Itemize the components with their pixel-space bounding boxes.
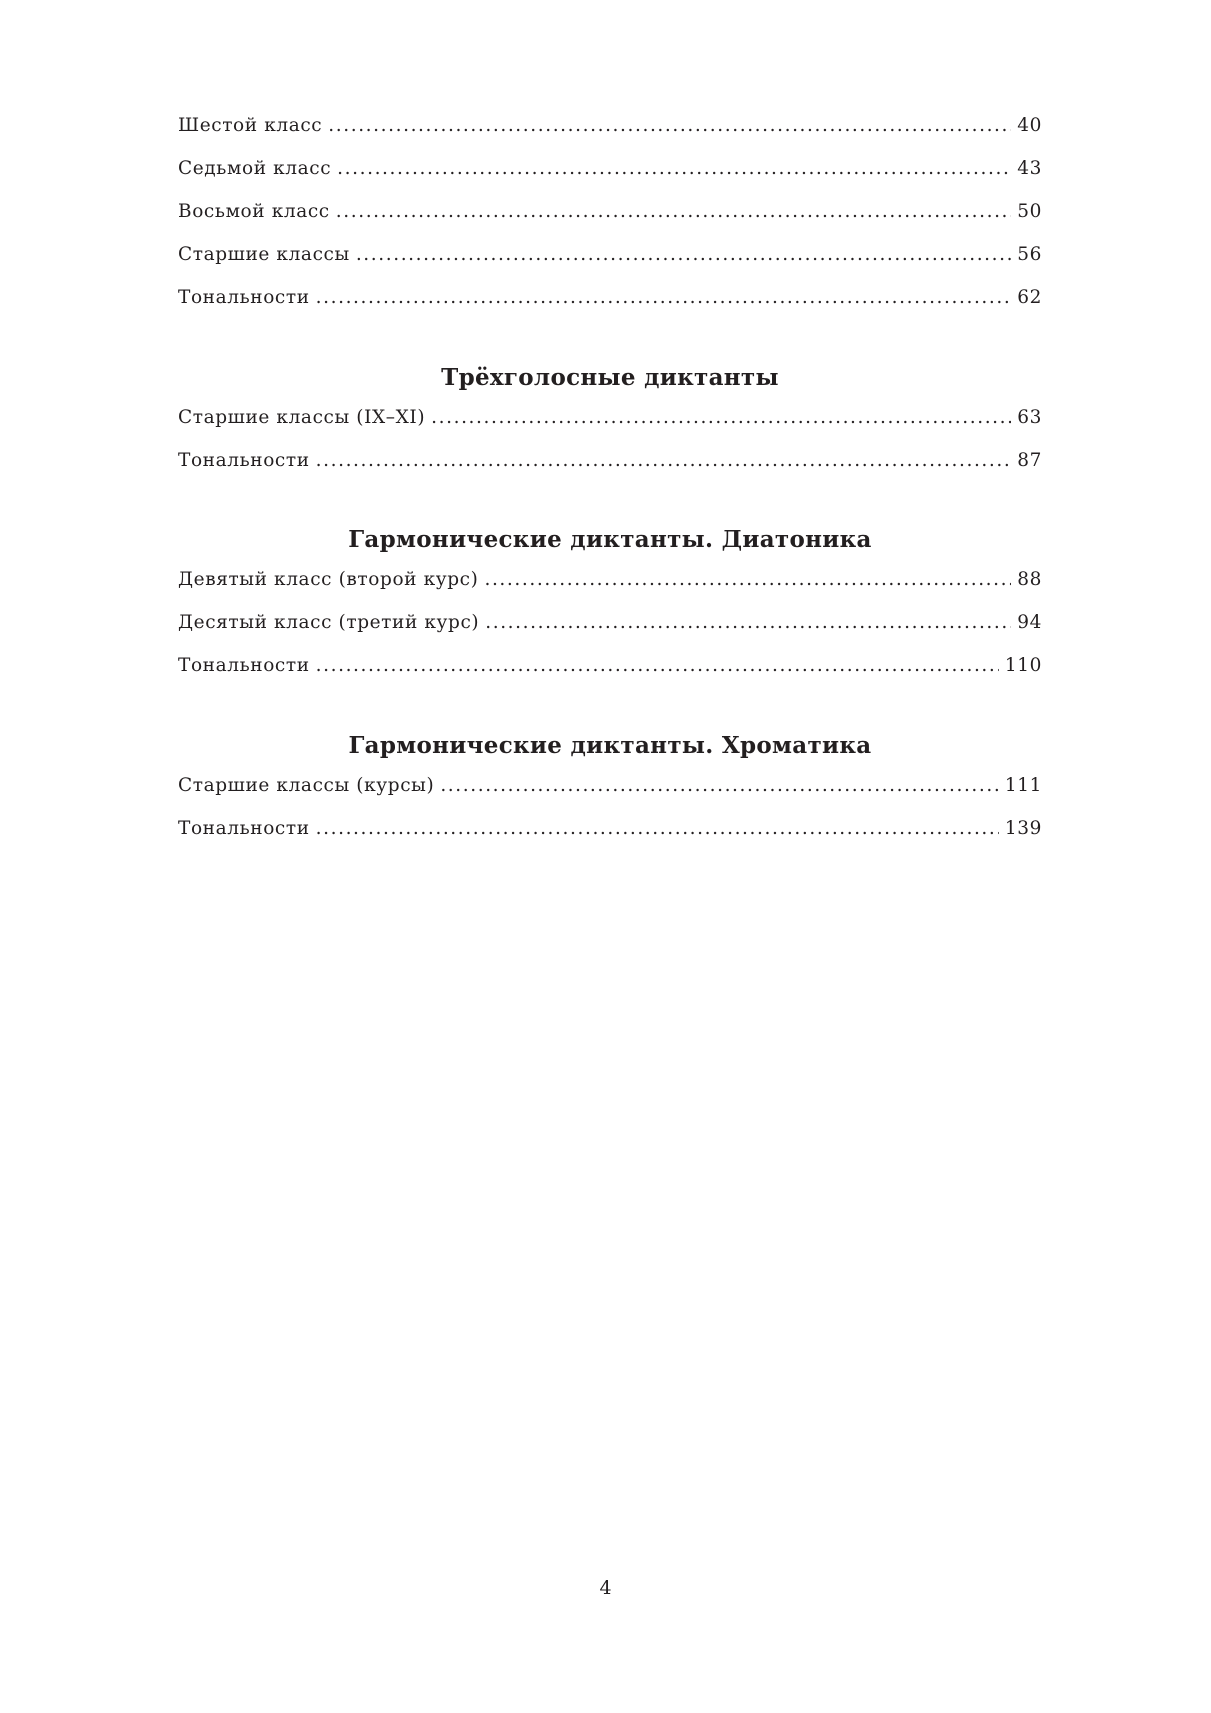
toc-entry-label: Старшие классы (курсы): [178, 775, 435, 796]
toc-entry[interactable]: [178, 200, 1042, 243]
dot-leader: [337, 157, 1011, 181]
toc-entry[interactable]: [178, 286, 1042, 329]
toc-entry[interactable]: [178, 817, 1042, 860]
toc-entry-label: Тональности: [178, 655, 310, 676]
dot-leader: [431, 406, 1011, 430]
toc-section-three-voice: [178, 364, 1042, 492]
toc-entry-page: 94: [1017, 612, 1042, 633]
toc-entry-page: 139: [1004, 818, 1042, 839]
section-heading: Трёхголосные диктанты: [441, 364, 779, 391]
section-spacer: [178, 697, 1042, 732]
toc-entry-page: 87: [1017, 450, 1042, 471]
toc-entry-page: 111: [1004, 775, 1042, 796]
toc-entry-page: 110: [1004, 655, 1042, 676]
dot-leader: [440, 774, 999, 798]
toc-entry[interactable]: [178, 157, 1042, 200]
toc-entry-page: 43: [1017, 158, 1042, 179]
toc-entry-page: 88: [1017, 569, 1042, 590]
section-spacer: [178, 492, 1042, 526]
section-heading: Гармонические диктанты. Диатоника: [348, 526, 872, 553]
toc-section-continued: [178, 114, 1042, 329]
dot-leader: [328, 114, 1011, 138]
dot-leader: [484, 568, 1011, 592]
dot-leader: [316, 449, 1012, 473]
dot-leader: [316, 817, 999, 841]
toc-entry-label: Тональности: [178, 287, 310, 308]
toc-entry[interactable]: [178, 114, 1042, 157]
toc-entry-label: Десятый класс (третий курс): [178, 612, 480, 633]
toc-entry[interactable]: [178, 568, 1042, 611]
section-heading: Гармонические диктанты. Хроматика: [348, 732, 872, 759]
toc-entry-label: Тональности: [178, 450, 310, 471]
toc-entry-label: Девятый класс (второй курс): [178, 569, 479, 590]
dot-leader: [336, 200, 1011, 224]
toc-section-chromatic: [178, 732, 1042, 860]
toc-entry[interactable]: [178, 774, 1042, 817]
toc-entry-page: 50: [1017, 201, 1042, 222]
toc-entry-label: Восьмой класс: [178, 201, 330, 222]
toc-entry-label: Тональности: [178, 818, 310, 839]
toc-entry-label: Старшие классы: [178, 244, 350, 265]
toc-entry[interactable]: [178, 654, 1042, 697]
toc-entry-page: 56: [1017, 244, 1042, 265]
toc-section-diatonic: [178, 526, 1042, 697]
table-of-contents: [178, 114, 1042, 860]
dot-leader: [356, 243, 1011, 267]
toc-entry[interactable]: [178, 406, 1042, 449]
dot-leader: [485, 611, 1011, 635]
toc-entry[interactable]: [178, 449, 1042, 492]
toc-entry[interactable]: [178, 611, 1042, 654]
toc-entry-page: 63: [1017, 407, 1042, 428]
page-number: 4: [599, 1577, 612, 1599]
toc-entry-label: Шестой класс: [178, 115, 323, 136]
dot-leader: [316, 286, 1012, 310]
toc-entry-page: 40: [1017, 115, 1042, 136]
toc-entry-page: 62: [1017, 287, 1042, 308]
toc-entry[interactable]: [178, 243, 1042, 286]
toc-entry-label: Седьмой класс: [178, 158, 332, 179]
toc-entry-label: Старшие классы (IX–XI): [178, 407, 426, 428]
section-spacer: [178, 329, 1042, 364]
dot-leader: [316, 654, 999, 678]
